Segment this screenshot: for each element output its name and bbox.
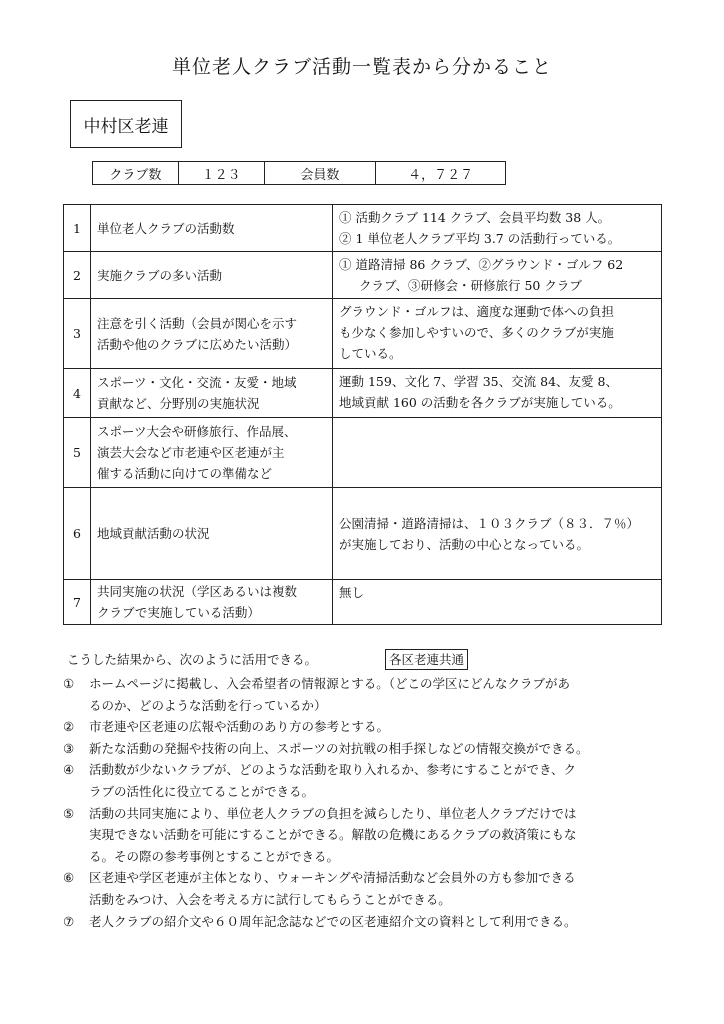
answer-line: している。 — [339, 346, 402, 361]
common-tag: 各区老連共通 — [385, 649, 468, 670]
use-item-text — [89, 673, 673, 716]
answer-line: が実施しており、活動の中心となっている。 — [339, 536, 590, 552]
row-number: 7 — [64, 580, 91, 625]
question-line: 共同実施の状況（学区あるいは複数 — [97, 584, 298, 599]
answer-cell — [333, 580, 662, 625]
answer-cell — [333, 252, 662, 299]
question-cell — [91, 418, 333, 488]
use-item-line: 老人クラブの紹介文や６０周年記念誌などでの区老連紹介文の資料として利用できる。 — [89, 913, 577, 929]
answer-cell — [333, 488, 662, 580]
use-item-marker: ⑥ — [63, 870, 75, 886]
answer-line: 運動 159、文化 7、学習 35、交流 84、友愛 8、 — [339, 374, 618, 389]
use-item-line: 実現できない活動を可能にすることができる。解散の危機にあるクラブの救済策にもな — [89, 827, 577, 843]
use-item — [63, 716, 673, 738]
question-line: 注意を引く活動（会員が関心を示す — [97, 315, 298, 331]
use-item-marker: ③ — [63, 740, 75, 756]
member-count-label: 会員数 — [264, 162, 376, 185]
use-item-marker: ④ — [63, 762, 75, 778]
question-cell — [91, 488, 333, 580]
use-item-line: ラブの活性化に役立てることができる。 — [89, 783, 315, 799]
table-row — [64, 488, 662, 580]
table-row — [64, 205, 662, 252]
row-number: 4 — [64, 369, 91, 418]
answer-cell — [333, 369, 662, 418]
use-item-marker: ⑦ — [63, 913, 75, 929]
use-item-text — [89, 803, 673, 868]
use-item-text — [89, 867, 673, 910]
use-item — [63, 911, 673, 933]
question-line: 実施クラブの多い活動 — [97, 267, 223, 283]
ward-name-box: 中村区老連 — [70, 100, 182, 148]
answer-line: ① 道路清掃 86 クラブ、②グラウンド・ゴルフ 62 — [339, 257, 624, 272]
row-number: 2 — [64, 252, 91, 299]
answer-line: も少なく参加しやすいので、多くのクラブが実施 — [339, 325, 614, 340]
page-title: 単位老人クラブ活動一覧表から分かること — [171, 56, 552, 78]
club-count-label: クラブ数 — [93, 162, 179, 185]
use-item-marker: ① — [63, 676, 75, 691]
answer-line: 地域貢献 160 の活動を各クラブが実施している。 — [339, 395, 621, 410]
use-item — [63, 738, 673, 760]
member-count-value: ４，７２７ — [376, 162, 506, 185]
question-line: スポーツ・文化・交流・友愛・地域 — [97, 375, 297, 390]
table-row — [64, 418, 662, 488]
question-line: スポーツ大会や研修旅行、作品展、 — [97, 424, 297, 439]
use-item-marker: ② — [63, 719, 75, 735]
answer-cell — [333, 299, 662, 369]
table-row — [64, 252, 662, 299]
use-item-line: 区老連や学区老連が主体となり、ウォーキングや清掃活動など会員外の方も参加できる — [89, 870, 576, 886]
answer-cell — [333, 418, 662, 488]
use-item-line: 活動数が少ないクラブが、どのような活動を取り入れるか、参考にすることができ、ク — [89, 762, 577, 778]
use-item-line: 市老連や区老連の広報や活動のあり方の参考とする。 — [89, 719, 390, 735]
question-line: 演芸大会など市老連や区老連が主 — [97, 445, 285, 460]
conclusion-text: こうした結果から、次のように活用できる。 — [67, 652, 318, 667]
club-count-value: １２３ — [178, 162, 264, 185]
question-line: 活動や他のクラブに広めたい活動） — [97, 336, 298, 352]
row-number: 6 — [64, 488, 91, 580]
activity-table — [63, 204, 662, 625]
question-line: 催する活動に向けての準備など — [97, 466, 273, 481]
question-line: クラブで実施している活動） — [97, 605, 260, 620]
row-number: 5 — [64, 418, 91, 488]
use-item-line: るのか、どのような活動を行っているか） — [89, 697, 327, 713]
uses-list — [63, 673, 673, 932]
use-item-line: 新たな活動の発掘や技術の向上、スポーツの対抗戦の相手探しなどの情報交換ができる。 — [89, 740, 589, 756]
use-item — [63, 759, 673, 802]
answer-line: クラブ、③研修会・研修旅行 50 クラブ — [359, 278, 582, 293]
use-item-text — [89, 716, 673, 738]
summary-table — [92, 161, 506, 185]
question-line: 貢献など、分野別の実施状況 — [97, 396, 260, 411]
use-item — [63, 803, 673, 868]
answer-line: ① 活動クラブ 114 クラブ、会員平均数 38 人。 — [339, 210, 611, 225]
answer-line: ② 1 単位老人クラブ平均 3.7 の活動行っている。 — [339, 231, 621, 246]
question-line: 地域貢献活動の状況 — [97, 526, 210, 541]
use-item — [63, 673, 673, 716]
use-item-text — [89, 911, 673, 933]
use-item-marker: ⑤ — [63, 805, 75, 821]
answer-line: グラウンド・ゴルフは、適度な運動で体への負担 — [339, 304, 615, 319]
use-item-line: 活動の共同実施により、単位老人クラブの負担を減らしたり、単位老人クラブだけでは — [89, 805, 577, 821]
table-row — [64, 580, 662, 625]
question-cell — [91, 205, 333, 252]
table-row — [64, 369, 662, 418]
answer-line: 公園清掃・道路清掃は、１０３クラブ（８３．７％） — [339, 515, 640, 531]
use-item-line: る。その際の参考事例とすることができる。 — [89, 848, 340, 864]
question-cell — [91, 299, 333, 369]
question-cell — [91, 252, 333, 299]
use-item — [63, 867, 673, 910]
use-item-line: ホームページに掲載し、入会希望者の情報源とする。（どこの学区にどんなクラブがあ — [89, 676, 571, 691]
use-item-line: 活動をみつけ、入会を考える方に試行してもらうことができる。 — [89, 891, 451, 907]
row-number: 3 — [64, 299, 91, 369]
question-cell — [91, 580, 333, 625]
use-item-text — [89, 759, 673, 802]
table-row — [64, 299, 662, 369]
use-item-text — [89, 738, 673, 760]
question-cell — [91, 369, 333, 418]
answer-cell — [333, 205, 662, 252]
answer-line: 無し — [339, 585, 365, 600]
row-number: 1 — [64, 205, 91, 252]
question-line: 単位老人クラブの活動数 — [97, 220, 235, 236]
